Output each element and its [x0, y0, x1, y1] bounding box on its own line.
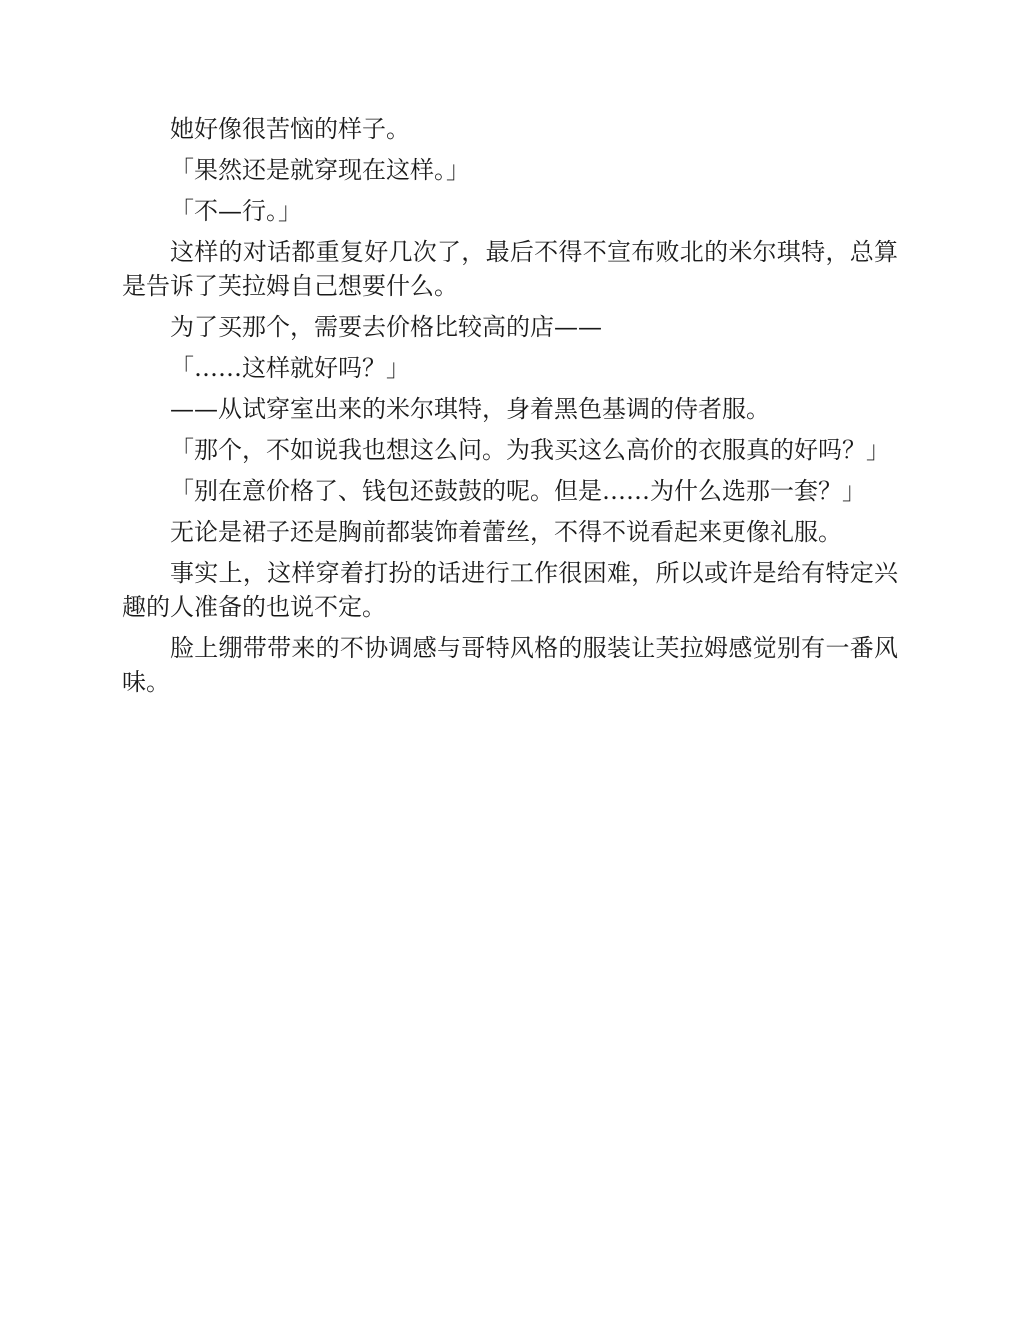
paragraph: 「……这样就好吗？」 — [170, 354, 410, 382]
paragraph: 她好像很苦恼的样子。 — [170, 115, 410, 143]
paragraph: ——从试穿室出来的米尔琪特，身着黑色基调的侍者服。 — [170, 395, 770, 423]
paragraph: 「那个，不如说我也想这么问。为我买这么高价的衣服真的好吗？」 — [170, 436, 890, 464]
paragraph: 「别在意价格了、钱包还鼓鼓的呢。但是……为什么选那一套？」 — [170, 477, 866, 505]
paragraph: 为了买那个，需要去价格比较高的店—— — [170, 313, 602, 341]
body-text — [122, 112, 898, 706]
paragraph: 事实上，这样穿着打扮的话进行工作很困难，所以或许是给有特定兴趣的人准备的也说不定。 — [122, 559, 898, 621]
paragraph: 「果然还是就穿现在这样。」 — [170, 156, 470, 184]
paragraph: 这样的对话都重复好几次了，最后不得不宣布败北的米尔琪特，总算是告诉了芙拉姆自己想要什么。 — [122, 238, 898, 300]
paragraph: 脸上绷带带来的不协调感与哥特风格的服装让芙拉姆感觉别有一番风味。 — [122, 634, 898, 696]
paragraph: 「不—行。」 — [170, 197, 302, 225]
paragraph: 无论是裙子还是胸前都装饰着蕾丝，不得不说看起来更像礼服。 — [170, 518, 842, 546]
